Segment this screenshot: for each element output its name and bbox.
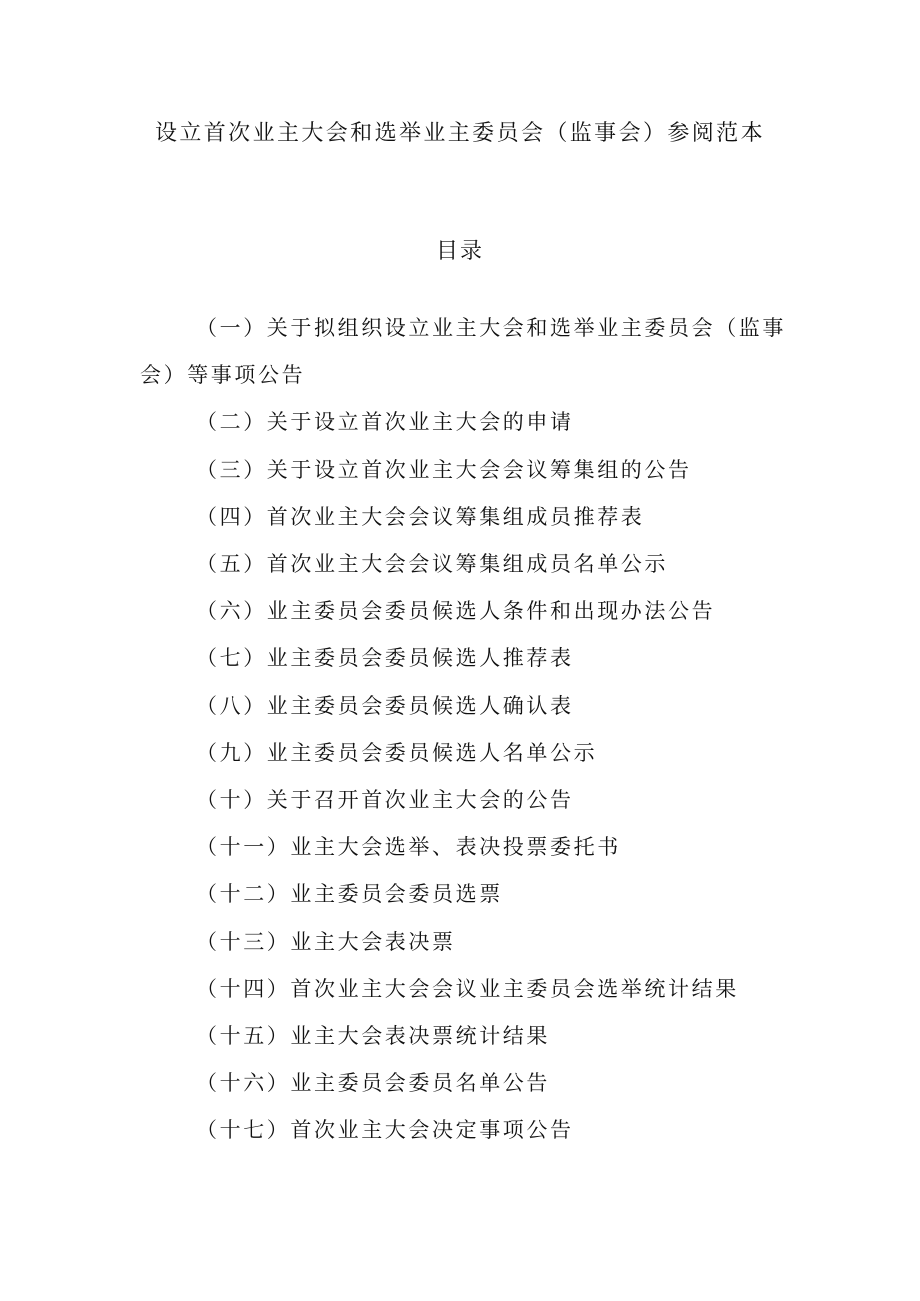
toc-item-10: （十）关于召开首次业主大会的公告 <box>196 788 574 813</box>
toc-item-7: （七）业主委员会委员候选人推荐表 <box>196 646 574 671</box>
toc-item-17: （十七）首次业主大会决定事项公告 <box>196 1118 574 1143</box>
document-title: 设立首次业主大会和选举业主委员会（监事会）参阅范本 <box>154 121 765 146</box>
toc-item-15: （十五）业主大会表决票统计结果 <box>196 1024 550 1049</box>
toc-item-3: （三）关于设立首次业主大会会议筹集组的公告 <box>196 457 692 482</box>
toc-item-9: （九）业主委员会委员候选人名单公示 <box>196 740 598 765</box>
toc-item-2: （二）关于设立首次业主大会的申请 <box>196 410 574 435</box>
toc-item-6: （六）业主委员会委员候选人条件和出现办法公告 <box>196 599 716 624</box>
toc-item-12: （十二）业主委员会委员选票 <box>196 882 503 907</box>
toc-item-11: （十一）业主大会选举、表决投票委托书 <box>196 835 621 860</box>
toc-item-13: （十三）业主大会表决票 <box>196 929 456 954</box>
toc-item-16: （十六）业主委员会委员名单公告 <box>196 1071 550 1096</box>
toc-item-8: （八）业主委员会委员候选人确认表 <box>196 693 574 718</box>
toc-item-1: （一）关于拟组织设立业主大会和选举业主委员会（监事会）等事项公告 <box>140 316 786 388</box>
table-of-contents <box>140 305 790 1155</box>
toc-item-5: （五）首次业主大会会议筹集组成员名单公示 <box>196 552 668 577</box>
toc-item-14: （十四）首次业主大会会议业主委员会选举统计结果 <box>196 976 739 1001</box>
toc-heading: 目录 <box>435 239 484 264</box>
toc-item-4: （四）首次业主大会会议筹集组成员推荐表 <box>196 504 645 529</box>
